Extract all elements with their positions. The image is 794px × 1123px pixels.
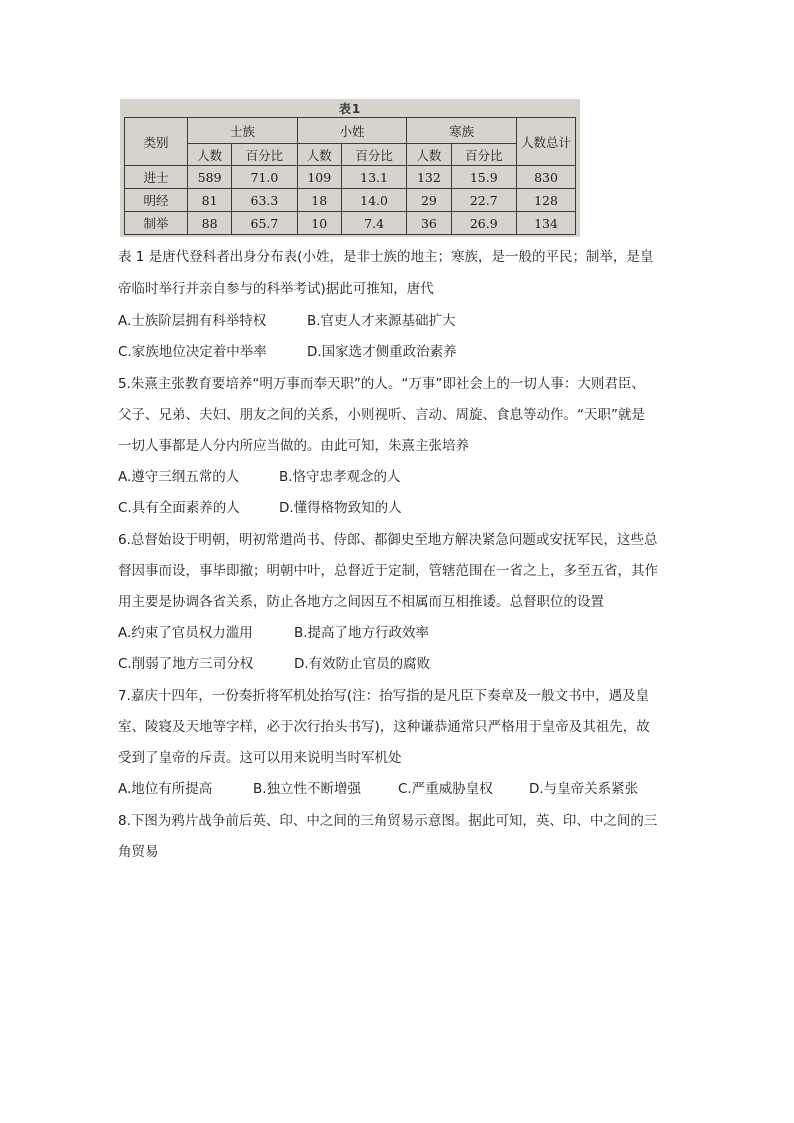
cell: 830 <box>517 166 576 189</box>
table-row <box>125 212 576 235</box>
q4-option-d[interactable]: D.国家选才侧重政治素养 <box>307 344 457 360</box>
q4-stem-line-1: 表 1 是唐代登科者出身分布表(小姓，是非士族的地主；寒族，是一般的平民；制举，是皇 <box>118 249 654 265</box>
cell: 36 <box>407 212 451 235</box>
cell: 22.7 <box>451 189 516 212</box>
data-table <box>124 117 576 235</box>
q6-stem-line-3: 用主要是协调各省关系，防止各地方之间因互不相属而互相推诿。总督职位的设置 <box>118 594 604 610</box>
q7-option-d[interactable]: D.与皇帝关系紧张 <box>529 781 639 797</box>
q4-stem-line-2: 帝临时举行并亲自参与的科举考试)据此可推知，唐代 <box>118 281 434 297</box>
q7-option-c[interactable]: C.严重威胁皇权 <box>398 781 493 797</box>
q6-stem-line-2: 督因事而设，事毕即撤；明朝中叶，总督近于定制，管辖范围在一省之上，多至五省，其作 <box>118 563 658 579</box>
cell: 109 <box>297 166 341 189</box>
cell: 13.1 <box>341 166 406 189</box>
table-title: 表1 <box>338 102 362 116</box>
cell: 88 <box>188 212 232 235</box>
q7-stem-line-3: 受到了皇帝的斥责。这可以用来说明当时军机处 <box>118 750 402 766</box>
cell: 26.9 <box>451 212 516 235</box>
q6-option-b[interactable]: B.提高了地方行政效率 <box>294 625 430 641</box>
q8-stem-line-2: 角贸易 <box>118 844 159 860</box>
cell: 589 <box>188 166 232 189</box>
header-category: 类别 <box>125 118 188 166</box>
q7-stem-line-2: 室、陵寝及天地等字样，必于次行抬头书写)，这种谦恭通常只严格用于皇帝及其祖先，故 <box>118 719 650 735</box>
header-group-shizu: 士族 <box>188 118 298 144</box>
q5-stem-line-3: 一切人事都是人分内所应当做的。由此可知，朱熹主张培养 <box>118 438 469 454</box>
q7-stem-line-1: 7.嘉庆十四年，一份奏折将军机处抬写(注：抬写指的是凡臣下奏章及一般文书中，遇及皇 <box>118 688 650 704</box>
cell: 18 <box>297 189 341 212</box>
cell: 10 <box>297 212 341 235</box>
table-row <box>125 166 576 189</box>
q6-stem-line-1: 6.总督始设于明朝，明初常遣尚书、侍郎、都御史至地方解决紧急问题或安抚军民，这些总 <box>118 532 658 548</box>
header-group-xiaoxing: 小姓 <box>297 118 407 144</box>
cell: 81 <box>188 189 232 212</box>
header-percent: 百分比 <box>341 144 406 166</box>
q7-option-b[interactable]: B.独立性不断增强 <box>253 781 362 797</box>
q5-stem-line-1: 5.朱熹主张教育要培养“明万事而奉天职”的人。“万事”即社会上的一切人事：大则君臣、 <box>118 376 645 392</box>
q5-option-d[interactable]: D.懂得格物致知的人 <box>279 500 402 516</box>
header-count: 人数 <box>188 144 232 166</box>
cell: 29 <box>407 189 451 212</box>
header-count: 人数 <box>297 144 341 166</box>
cell: 14.0 <box>341 189 406 212</box>
table-row <box>125 189 576 212</box>
header-percent: 百分比 <box>232 144 297 166</box>
row-label: 进士 <box>125 166 188 189</box>
q5-option-c[interactable]: C.具有全面素养的人 <box>118 500 240 516</box>
q6-option-d[interactable]: D.有效防止官员的腐败 <box>294 656 431 672</box>
q6-option-a[interactable]: A.约束了官员权力滥用 <box>118 625 253 641</box>
q5-stem-line-2: 父子、兄弟、夫妇、朋友之间的关系，小则视听、言动、周旋、食息等动作。“天职”就是 <box>118 407 645 423</box>
cell: 134 <box>517 212 576 235</box>
cell: 65.7 <box>232 212 297 235</box>
row-label: 明经 <box>125 189 188 212</box>
cell: 15.9 <box>451 166 516 189</box>
header-percent: 百分比 <box>451 144 516 166</box>
header-count: 人数 <box>407 144 451 166</box>
cell: 128 <box>517 189 576 212</box>
q8-stem-line-1: 8.下图为鸦片战争前后英、印、中之间的三角贸易示意图。据此可知，英、印、中之间的三 <box>118 813 658 829</box>
q6-option-c[interactable]: C.削弱了地方三司分权 <box>118 656 254 672</box>
cell: 71.0 <box>232 166 297 189</box>
q4-option-a[interactable]: A.士族阶层拥有科举特权 <box>118 313 267 329</box>
q5-option-b[interactable]: B.恪守忠孝观念的人 <box>279 469 401 485</box>
cell: 132 <box>407 166 451 189</box>
row-label: 制举 <box>125 212 188 235</box>
q7-option-a[interactable]: A.地位有所提高 <box>118 781 213 797</box>
header-total: 人数总计 <box>517 118 576 166</box>
header-group-hanzu: 寒族 <box>407 118 517 144</box>
q4-option-b[interactable]: B.官吏人才来源基础扩大 <box>307 313 456 329</box>
cell: 63.3 <box>232 189 297 212</box>
cell: 7.4 <box>341 212 406 235</box>
q5-option-a[interactable]: A.遵守三纲五常的人 <box>118 469 240 485</box>
q4-option-c[interactable]: C.家族地位决定着中举率 <box>118 344 267 360</box>
table-photo <box>120 99 580 237</box>
